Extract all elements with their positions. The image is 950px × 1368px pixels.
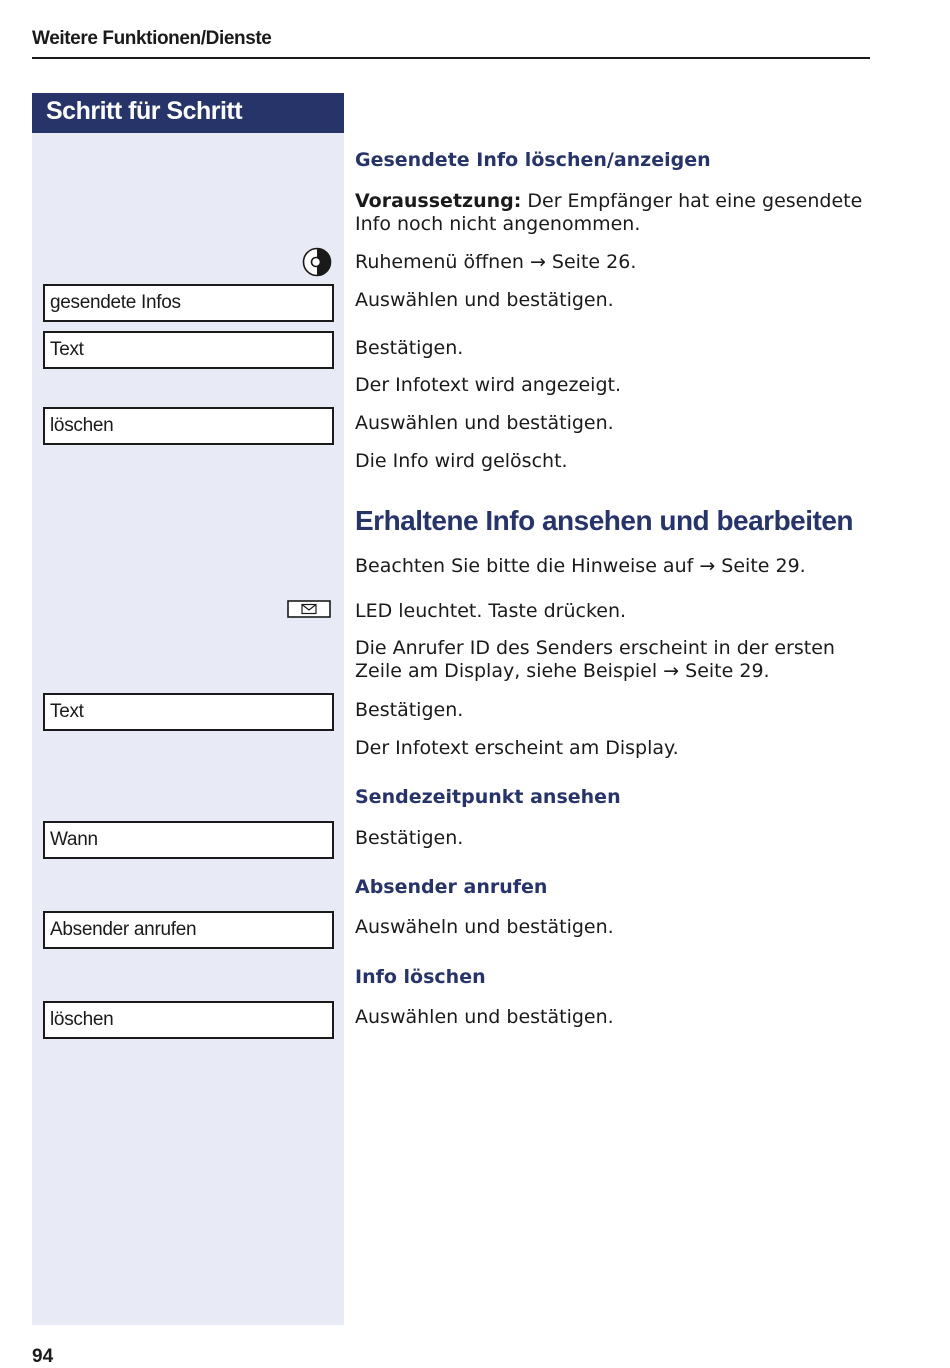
- sidebar-title: Schritt für Schritt: [32, 93, 344, 133]
- step-confirm: Bestätigen.: [355, 699, 464, 721]
- step-open-idle-menu: Ruhemenü öffnen → Seite 26.: [355, 251, 637, 273]
- display-key-gesendete-infos[interactable]: gesendete Infos: [43, 284, 334, 322]
- received-info-note: Beachten Sie bitte die Hinweise auf → Seite 29.: [355, 555, 806, 577]
- step-confirm: Bestätigen.: [355, 827, 464, 849]
- display-key-text[interactable]: Text: [43, 693, 334, 731]
- step-select-confirm: Auswählen und bestätigen.: [355, 412, 614, 434]
- step-select-confirm: Auswählen und bestätigen.: [355, 1006, 614, 1028]
- step-select-confirm: Auswäheln und bestätigen.: [355, 916, 614, 938]
- sent-info-heading: Gesendete Info löschen/anzeigen: [355, 149, 711, 171]
- received-info-heading: Erhaltene Info ansehen und bearbeiten: [355, 505, 854, 536]
- section-title: Weitere Funktionen/Dienste: [32, 28, 272, 49]
- call-sender-heading: Absender anrufen: [355, 876, 548, 898]
- step-info-deleted: Die Info wird gelöscht.: [355, 450, 568, 472]
- step-infotext-shown: Der Infotext wird angezeigt.: [355, 374, 621, 396]
- display-key-absender-anrufen[interactable]: Absender anrufen: [43, 911, 334, 949]
- step-confirm: Bestätigen.: [355, 337, 464, 359]
- display-key-loeschen[interactable]: löschen: [43, 1001, 334, 1039]
- step-select-confirm: Auswählen und bestätigen.: [355, 289, 614, 311]
- prerequisite-label: Voraussetzung:: [355, 190, 522, 212]
- display-key-loeschen[interactable]: löschen: [43, 407, 334, 445]
- step-led-press-key: LED leuchtet. Taste drücken.: [355, 600, 627, 622]
- display-key-text[interactable]: Text: [43, 331, 334, 369]
- page-number: 94: [32, 1346, 54, 1367]
- menu-key-icon: [302, 247, 332, 281]
- prerequisite: [355, 190, 875, 236]
- mailbox-key-icon: [287, 600, 331, 622]
- send-time-heading: Sendezeitpunkt ansehen: [355, 786, 621, 808]
- section-header: [32, 27, 870, 59]
- display-key-wann[interactable]: Wann: [43, 821, 334, 859]
- prerequisite-text: Der Empfänger hat eine gesendete Info noch nicht angenommen.: [355, 190, 863, 235]
- delete-info-heading: Info löschen: [355, 966, 486, 988]
- step-caller-id-shown: Die Anrufer ID des Senders erscheint in der ersten Zeile am Display, siehe Beispiel → Seite 29.: [355, 637, 835, 682]
- step-infotext-shown: Der Infotext erscheint am Display.: [355, 737, 679, 759]
